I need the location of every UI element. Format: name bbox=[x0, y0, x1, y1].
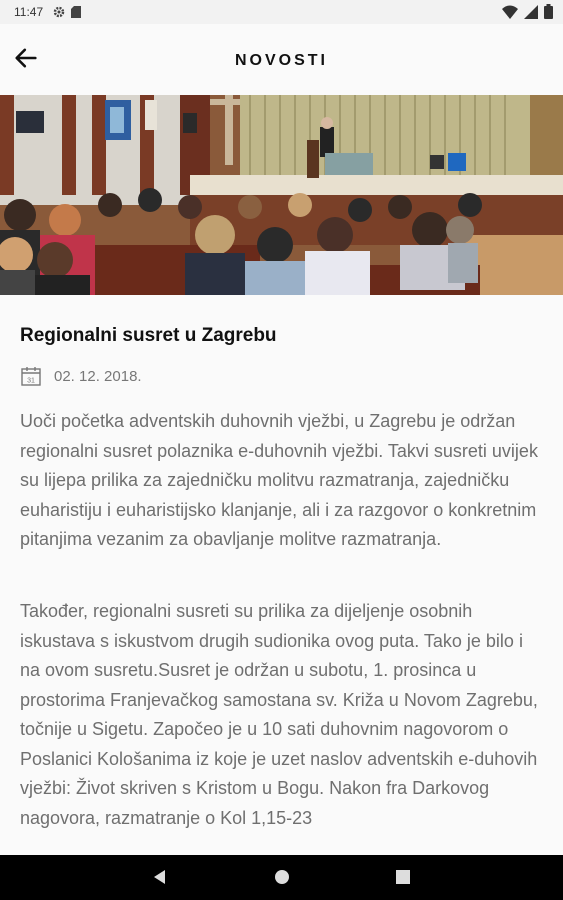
nav-home-icon[interactable] bbox=[272, 867, 292, 887]
nav-recents-icon[interactable] bbox=[393, 867, 413, 887]
status-bar bbox=[0, 0, 563, 24]
calendar-icon bbox=[20, 365, 42, 387]
hero-image bbox=[0, 95, 563, 295]
page-title: NOVOSTI bbox=[234, 52, 328, 69]
sd-card-icon bbox=[71, 6, 81, 18]
battery-icon bbox=[544, 4, 553, 19]
article bbox=[0, 295, 563, 855]
article-title: Regionalni susret u Zagrebu bbox=[20, 325, 277, 346]
svg-text:31: 31 bbox=[27, 377, 35, 385]
signal-icon bbox=[524, 5, 538, 19]
article-paragraph: Uoči početka adventskih duhovnih vježbi, u Zagrebu je održan regionalni susret polaznika e-duhovnih vježbi. Takvi susreti uvijek su lijepa prilika za zajedničku molitvu razmatranja, zajedničku euharistiju i euharistijsko klanjanje, ali i za razgovor o konkretnim pitanjima vezanim za obavljanje molitve razmatranja. bbox=[20, 411, 538, 549]
article-paragraph: Također, regionalni susreti su prilika za dijeljenje osobnih iskustava s iskustvom drugih sudionika ovog puta. Tako je bilo i na ovom susretu.Susret je održan u subotu, 1. prosinca u prostorima Franjevačkog samostana sv. Križa u Novom Zagrebu, točnije u Sigetu. Započeo je u 10 sati duhovnim nagovorom o Poslanici Kološanima iz koje je uzet naslov adventskih e-duhovih vježbi: Život skriven s Kristom u Bogu. Nakon fra Darkovog nagovora, razmatranje o Kol 1,15-23 bbox=[20, 601, 538, 828]
wifi-icon bbox=[502, 5, 518, 19]
status-time: 11:47 bbox=[14, 5, 44, 19]
gear-icon bbox=[53, 6, 65, 18]
nav-back-icon[interactable] bbox=[150, 867, 170, 887]
system-nav-bar bbox=[0, 855, 563, 900]
article-date: 02. 12. 2018. bbox=[54, 367, 142, 385]
arrow-back-icon[interactable] bbox=[12, 44, 40, 72]
date-row bbox=[20, 365, 142, 387]
app-bar bbox=[0, 24, 563, 94]
